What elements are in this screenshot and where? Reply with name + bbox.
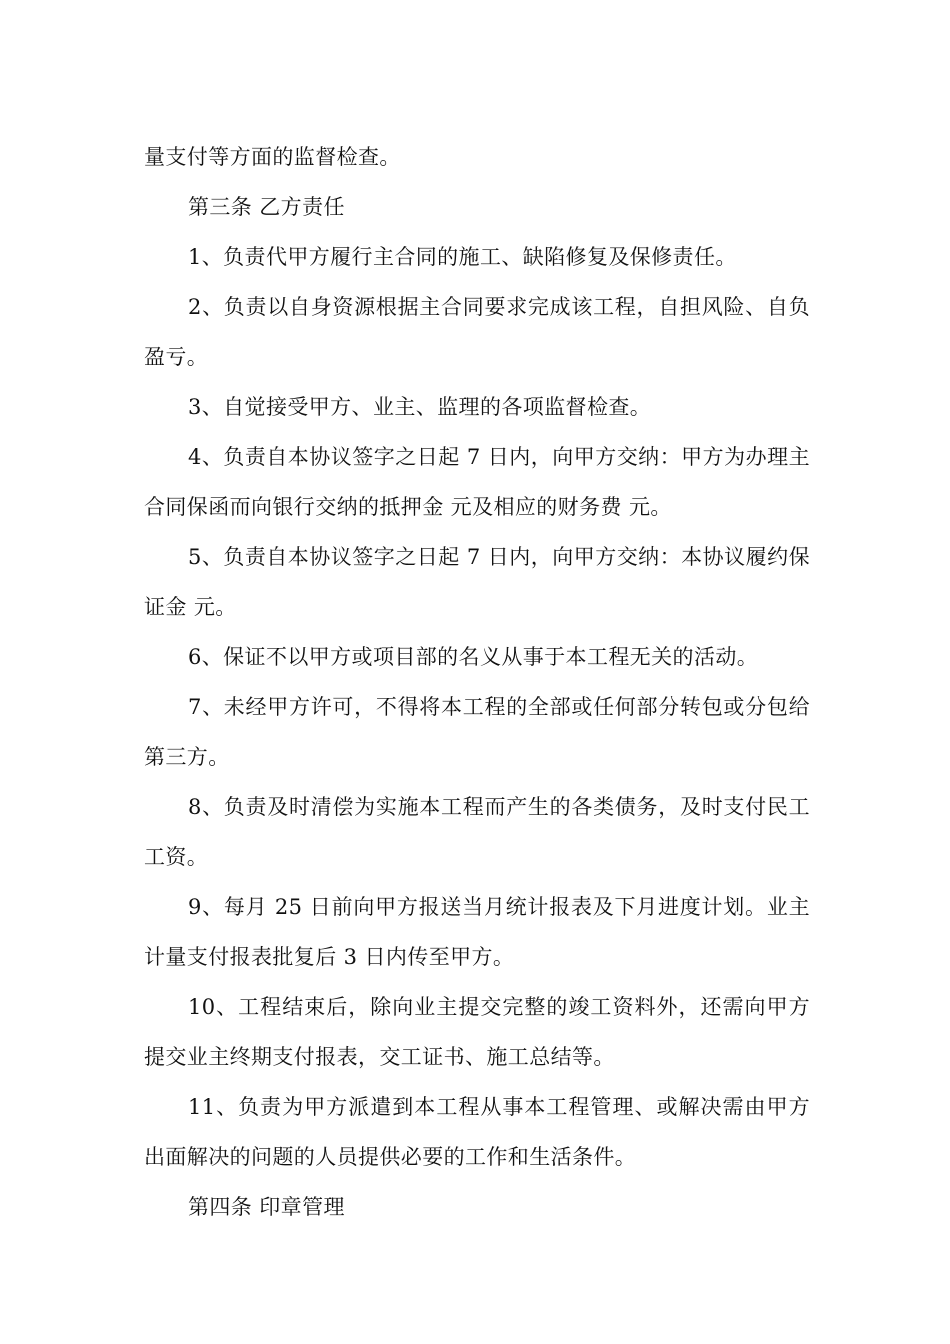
clause-6: 6、保证不以甲方或项目部的名义从事于本工程无关的活动。 (188, 645, 759, 669)
clause-4: 4、负责自本协议签字之日起 7 日内，向甲方交纳：甲方为办理主合同保函而向银行交纳的抵押金 元及相应的财务费 元。 (144, 445, 810, 519)
clause-3: 3、自觉接受甲方、业主、监理的各项监督检查。 (188, 395, 652, 419)
document-body (144, 132, 810, 1232)
section-heading-article-3: 第三条 乙方责任 (188, 195, 345, 219)
clause-2: 2、负责以自身资源根据主合同要求完成该工程，自担风险、自负盈亏。 (144, 295, 810, 369)
clause-1: 1、负责代甲方履行主合同的施工、缺陷修复及保修责任。 (188, 245, 737, 269)
clause-10: 10、工程结束后，除向业主提交完整的竣工资料外，还需向甲方提交业主终期支付报表，交工证书、施工总结等。 (144, 995, 810, 1069)
paragraph-continuation: 量支付等方面的监督检查。 (144, 145, 401, 169)
clause-11: 11、负责为甲方派遣到本工程从事本工程管理、或解决需由甲方出面解决的问题的人员提供必要的工作和生活条件。 (144, 1095, 810, 1169)
clause-5: 5、负责自本协议签字之日起 7 日内，向甲方交纳：本协议履约保证金 元。 (144, 545, 810, 619)
clause-9: 9、每月 25 日前向甲方报送当月统计报表及下月进度计划。业主计量支付报表批复后 3 日内传至甲方。 (144, 895, 810, 969)
clause-8: 8、负责及时清偿为实施本工程而产生的各类债务，及时支付民工工资。 (144, 795, 810, 869)
section-heading-article-4: 第四条 印章管理 (188, 1195, 345, 1219)
clause-7: 7、未经甲方许可，不得将本工程的全部或任何部分转包或分包给第三方。 (144, 695, 810, 769)
